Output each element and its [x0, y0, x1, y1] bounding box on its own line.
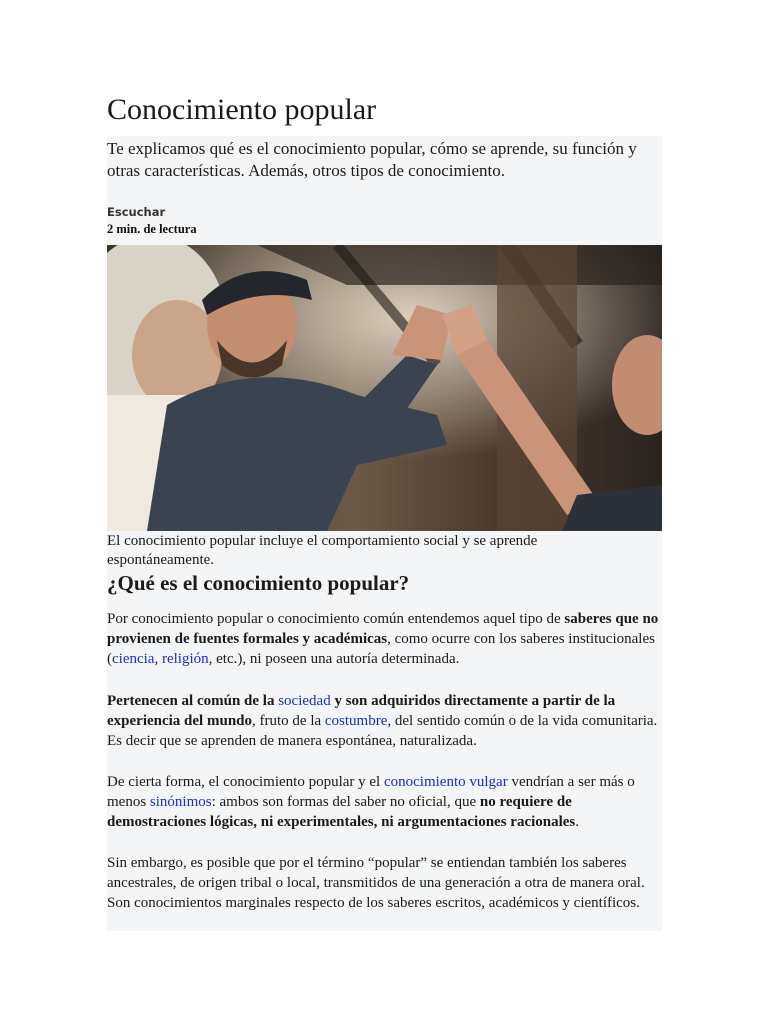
text: . — [575, 814, 580, 830]
paragraph-4: Sin embargo, es posible que por el término “popular” se entiendan también los saberes ancestrales, de origen tribal o local, transmitidos de una generación a otra de manera oral. Son conocimientos marginales respecto de los saberes escritos, académicos y científicos. — [107, 855, 645, 911]
text: vendrían a ser más o menos — [107, 774, 635, 810]
article-intro: Te explicamos qué es el conocimiento popular, cómo se aprende, su función y otras características. Además, otros tipos de conocimiento. — [107, 139, 637, 180]
text: , — [154, 651, 162, 667]
link-ciencia[interactable]: ciencia — [112, 651, 155, 667]
text: , como ocurre con los saberes institucionales ( — [107, 631, 655, 667]
hero-image — [107, 245, 662, 531]
paragraph-1 — [107, 609, 659, 669]
bold-text: saberes que no provienen de fuentes formales y académicas — [107, 611, 659, 647]
text: , fruto de la — [252, 713, 325, 729]
link-costumbre[interactable]: costumbre — [324, 713, 388, 729]
text: : ambos son formas del saber no oficial, que — [211, 794, 480, 810]
article-body — [107, 136, 662, 931]
bold-text: no requiere de demostraciones lógicas, ni experimentales, ni argumentaciones racionales — [107, 794, 576, 830]
bold-text: Pertenecen al común de la — [107, 693, 279, 709]
text: Por conocimiento popular o conocimiento común entendemos aquel tipo de — [107, 611, 565, 627]
page-title: Conocimiento popular — [107, 93, 377, 126]
section-heading: ¿Qué es el conocimiento popular? — [107, 571, 410, 595]
bold-text: y son adquiridos directamente a partir de la experiencia del mundo — [107, 693, 616, 729]
listen-button[interactable]: Escuchar — [107, 205, 166, 219]
link-sociedad[interactable]: sociedad — [278, 693, 331, 709]
link-sinonimos[interactable]: sinónimos — [149, 794, 212, 810]
link-conocimiento-vulgar[interactable]: conocimiento vulgar — [383, 774, 508, 790]
link-religion[interactable]: religión — [161, 651, 209, 667]
read-time: 2 min. de lectura — [107, 222, 197, 236]
text: , del sentido común o de la vida comunitaria. Es decir que se aprenden de manera espontánea, naturalizada. — [107, 713, 658, 749]
text: , etc.), ni poseen una autoría determinada. — [208, 651, 460, 667]
image-caption: El conocimiento popular incluye el comportamiento social y se aprende espontáneamente. — [107, 533, 538, 568]
text: De cierta forma, el conocimiento popular y el — [107, 774, 384, 790]
paragraph-3 — [107, 772, 659, 832]
paragraph-2 — [107, 691, 659, 751]
high-five-photo — [107, 245, 662, 531]
